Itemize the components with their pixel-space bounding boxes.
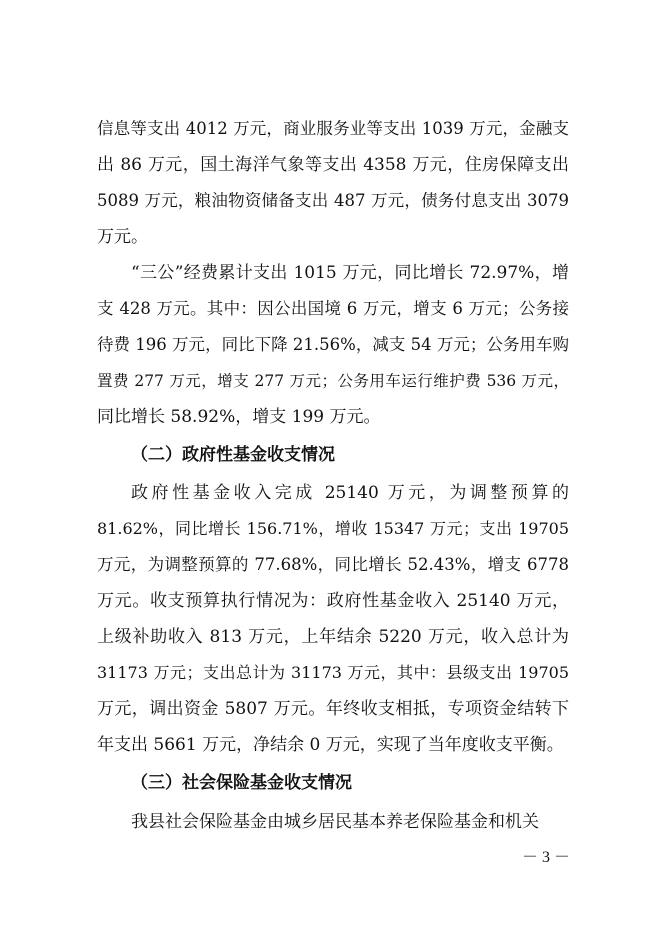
paragraph-line: 待费 196 万元，同比下降 21.56%，减支 54 万元；公务用车购 bbox=[97, 335, 569, 354]
paragraph-line: 我县社会保险基金由城乡居民基本养老保险基金和机关 bbox=[131, 812, 539, 832]
paragraph-line: 万元。收支预算执行情况为：政府性基金收入 25140 万元， bbox=[97, 591, 569, 611]
paragraph-line: 同比增长 58.92%，增支 199 万元。 bbox=[97, 407, 381, 427]
paragraph-line: 年支出 5661 万元，净结余 0 万元，实现了当年度收支平衡。 bbox=[97, 735, 564, 755]
paragraph-line: 31173 万元；支出总计为 31173 万元，其中：县级支出 19705 bbox=[97, 663, 569, 682]
paragraph-line: 5089 万元，粮油物资储备支出 487 万元，债务付息支出 3079 bbox=[97, 191, 569, 210]
section-heading-social-insurance: （三）社会保险基金收支情况 bbox=[131, 773, 352, 793]
paragraph-line: 上级补助收入 813 万元，上年结余 5220 万元，收入总计为 bbox=[97, 627, 569, 647]
paragraph-line: 出 86 万元，国土海洋气象等支出 4358 万元，住房保障支出 bbox=[97, 155, 569, 175]
paragraph-line: 置费 277 万元，增支 277 万元；公务用车运行维护费 536 万元， bbox=[97, 372, 569, 390]
paragraph-line: 政府性基金收入完成 25140 万元，为调整预算的 bbox=[131, 483, 569, 503]
paragraph-line: “三公”经费累计支出 1015 万元，同比增长 72.97%，增 bbox=[131, 263, 569, 283]
paragraph-line: 支 428 万元。其中：因公出国境 6 万元，增支 6 万元；公务接 bbox=[97, 299, 569, 318]
paragraph-line: 万元，调出资金 5807 万元。年终收支相抵，专项资金结转下 bbox=[97, 699, 569, 719]
page-number: － 3 － bbox=[522, 849, 571, 866]
paragraph-line: 万元。 bbox=[97, 227, 148, 247]
section-heading-government-fund: （二）政府性基金收支情况 bbox=[131, 445, 335, 465]
paragraph-line: 万元，为调整预算的 77.68%，同比增长 52.43%，增支 6778 bbox=[97, 555, 569, 574]
paragraph-line: 信息等支出 4012 万元，商业服务业等支出 1039 万元，金融支 bbox=[97, 119, 569, 138]
paragraph-line: 81.62%，同比增长 156.71%，增收 15347 万元；支出 19705 bbox=[97, 519, 569, 538]
